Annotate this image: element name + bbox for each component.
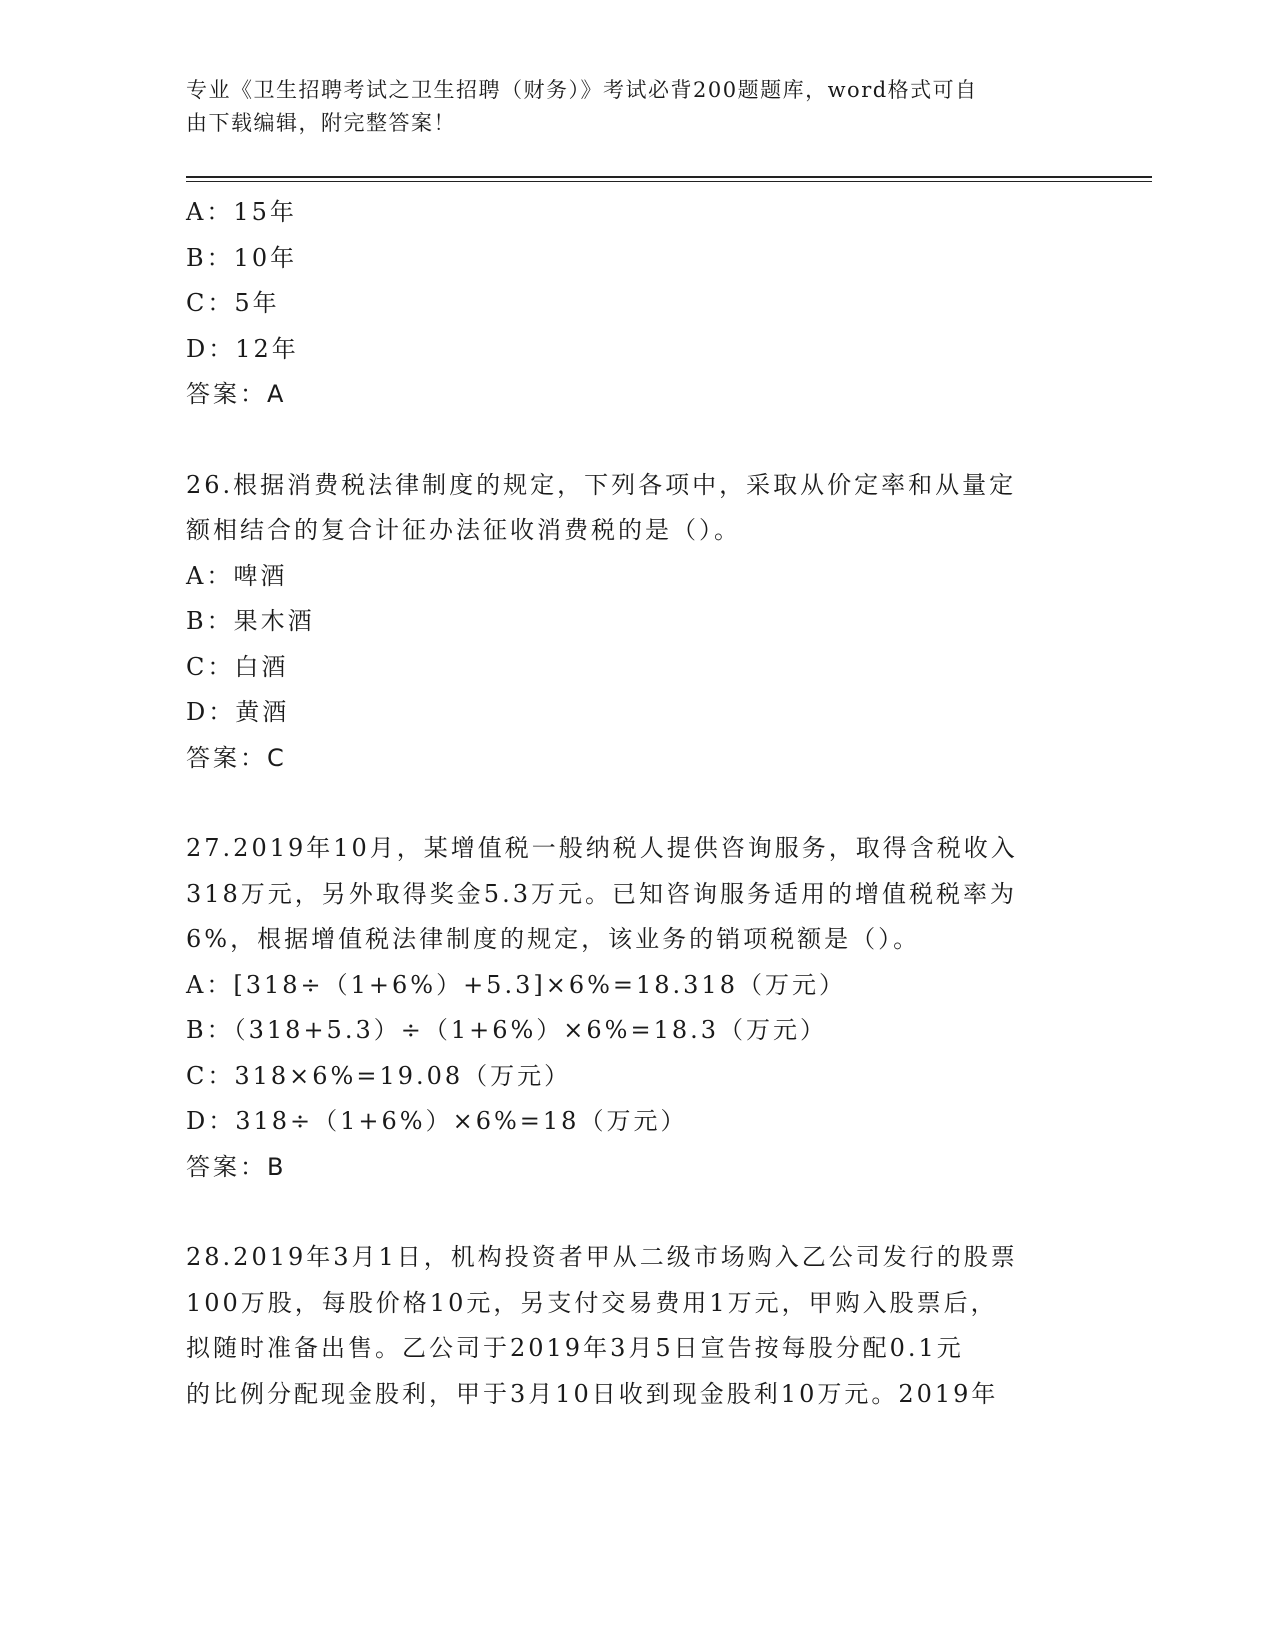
question-text-line: 额相结合的复合计征办法征收消费税的是（）。 bbox=[186, 516, 741, 544]
option-a: A：15年 bbox=[186, 198, 297, 226]
question-26 bbox=[186, 463, 1086, 782]
question-25 bbox=[186, 190, 1086, 418]
option-c: C：白酒 bbox=[186, 652, 289, 681]
option-a: A：[318÷（1+6%）+5.3]×6%=18.318（万元） bbox=[186, 970, 846, 999]
question-text-line: 26.根据消费税法律制度的规定，下列各项中，采取从价定率和从量定 bbox=[186, 470, 1017, 499]
spacer bbox=[186, 418, 1086, 463]
spacer bbox=[186, 781, 1086, 826]
header-line-1: 专业《卫生招聘考试之卫生招聘（财务）》考试必背200题题库，word格式可自 bbox=[186, 78, 978, 102]
option-b: B：果木酒 bbox=[186, 607, 315, 635]
question-27 bbox=[186, 826, 1086, 1190]
question-text-line: 318万元，另外取得奖金5.3万元。已知咨询服务适用的增值税税率为 bbox=[186, 879, 1017, 908]
header-line-2: 由下载编辑，附完整答案！ bbox=[186, 111, 456, 135]
option-d: D：黄酒 bbox=[186, 698, 290, 726]
question-text-line: 的比例分配现金股利，甲于3月10日收到现金股利10万元。2019年 bbox=[186, 1379, 999, 1408]
answer-line: 答案：B bbox=[186, 1152, 287, 1181]
question-text-line: 拟随时准备出售。乙公司于2019年3月5日宣告按每股分配0.1元 bbox=[186, 1334, 964, 1362]
header-divider-thin bbox=[186, 181, 1152, 182]
question-text-line: 28.2019年3月1日，机构投资者甲从二级市场购入乙公司发行的股票 bbox=[186, 1243, 1018, 1271]
option-c: C：5年 bbox=[186, 289, 280, 317]
question-28 bbox=[186, 1235, 1086, 1417]
question-text-line: 100万股，每股价格10元，另支付交易费用1万元，甲购入股票后， bbox=[186, 1288, 998, 1317]
option-b: B：10年 bbox=[186, 243, 298, 272]
option-a: A：啤酒 bbox=[186, 561, 288, 590]
question-text-line: 6%，根据增值税法律制度的规定，该业务的销项税额是（）。 bbox=[186, 925, 921, 953]
option-d: D：12年 bbox=[186, 334, 299, 363]
answer-line: 答案：C bbox=[186, 743, 287, 772]
spacer bbox=[186, 1190, 1086, 1235]
option-b: B：（318+5.3）÷（1+6%）×6%=18.3（万元） bbox=[186, 1016, 828, 1044]
header-divider-thick bbox=[186, 176, 1152, 178]
question-text-line: 27.2019年10月，某增值税一般纳税人提供咨询服务，取得含税收入 bbox=[186, 834, 1018, 862]
answer-line: 答案：A bbox=[186, 380, 287, 408]
option-d: D：318÷（1+6%）×6%=18（万元） bbox=[186, 1107, 688, 1135]
question-content bbox=[186, 190, 1086, 1417]
document-header bbox=[186, 74, 1066, 140]
option-c: C：318×6%=19.08（万元） bbox=[186, 1061, 572, 1090]
